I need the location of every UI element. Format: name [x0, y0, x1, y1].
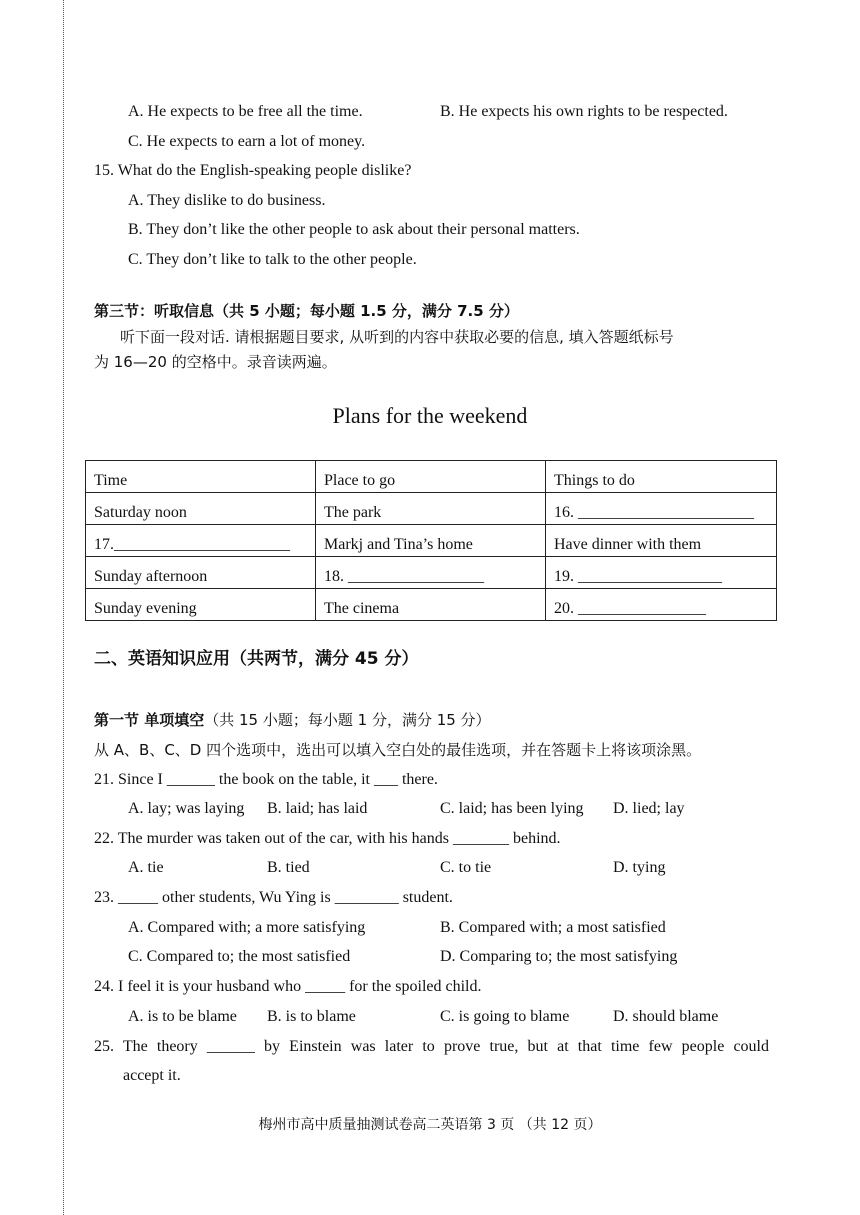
q21-option-b: B. laid; has laid: [267, 800, 368, 817]
q21-option-a: A. lay; was laying: [128, 800, 245, 817]
section1-note: （共 15 小题；每小题 1 分，满分 15 分）: [204, 711, 491, 729]
q14-option-b: B. He expects his own rights to be respected.: [440, 103, 728, 120]
page-footer: 梅州市高中质量抽测试卷高二英语第 3 页 （共 12 页）: [258, 1117, 602, 1133]
q21-option-d: D. lied; lay: [613, 800, 685, 817]
q24-option-b: B. is to blame: [267, 1008, 356, 1025]
section3-instruction-line1: 听下面一段对话. 请根据题目要求, 从听到的内容中获取必要的信息, 填入答题纸标号: [120, 328, 674, 346]
table-row: [86, 525, 777, 557]
q25-stem-line2: accept it.: [123, 1067, 181, 1084]
header-time: Time: [86, 461, 316, 493]
q14-option-a: A. He expects to be free all the time.: [128, 103, 363, 120]
q24-option-a: A. is to be blame: [128, 1008, 237, 1025]
section1-heading-line: [94, 710, 491, 730]
q21-option-c: C. laid; has been lying: [440, 800, 584, 817]
table-cell: Sunday evening: [86, 589, 316, 621]
table-row: [86, 493, 777, 525]
binding-margin-line: [63, 0, 64, 1215]
q22-option-b: B. tied: [267, 859, 310, 876]
table-title: Plans for the weekend: [332, 403, 528, 428]
section3-heading: 第三节：听取信息（共 5 小题；每小题 1.5 分，满分 7.5 分）: [94, 302, 519, 320]
q23-option-b: B. Compared with; a most satisfied: [440, 919, 666, 936]
table-cell: 20. ________________: [546, 589, 777, 621]
q14-option-c: C. He expects to earn a lot of money.: [128, 133, 366, 150]
table-cell: Markj and Tina’s home: [316, 525, 546, 557]
table-row: [86, 557, 777, 589]
table-row: [86, 589, 777, 621]
table-cell: Sunday afternoon: [86, 557, 316, 589]
q15-option-b: B. They don’t like the other people to ask about their personal matters.: [128, 221, 580, 238]
weekend-plan-table: [85, 460, 777, 621]
table-cell: Saturday noon: [86, 493, 316, 525]
q24-option-c: C. is going to blame: [440, 1008, 570, 1025]
q15-stem: 15. What do the English-speaking people dislike?: [94, 162, 412, 179]
table-cell: The park: [316, 493, 546, 525]
table-cell: 18. _________________: [316, 557, 546, 589]
table-cell: Have dinner with them: [546, 525, 777, 557]
table-header-row: [86, 461, 777, 493]
table-cell: The cinema: [316, 589, 546, 621]
table-cell: 17.______________________: [86, 525, 316, 557]
q22-stem: 22. The murder was taken out of the car, with his hands _______ behind.: [94, 830, 561, 847]
section1-instruction: 从 A、B、C、D 四个选项中，选出可以填入空白处的最佳选项，并在答题卡上将该项涂黑。: [94, 741, 702, 759]
q15-option-a: A. They dislike to do business.: [128, 192, 326, 209]
q23-option-a: A. Compared with; a more satisfying: [128, 919, 366, 936]
q23-option-c: C. Compared to; the most satisfied: [128, 948, 351, 965]
table-cell: 19. __________________: [546, 557, 777, 589]
q24-option-d: D. should blame: [613, 1008, 719, 1025]
q23-option-d: D. Comparing to; the most satisfying: [440, 948, 678, 965]
header-things: Things to do: [546, 461, 777, 493]
table-cell: 16. ______________________: [546, 493, 777, 525]
q21-stem: 21. Since I ______ the book on the table, it ___ there.: [94, 771, 438, 788]
header-place: Place to go: [316, 461, 546, 493]
section1-heading: 第一节 单项填空: [94, 711, 205, 729]
q22-option-d: D. tying: [613, 859, 666, 876]
q22-option-c: C. to tie: [440, 859, 492, 876]
q23-stem: 23. _____ other students, Wu Ying is ________ student.: [94, 889, 453, 906]
q15-option-c: C. They don’t like to talk to the other people.: [128, 251, 417, 268]
section3-instruction-line2: 为 16—20 的空格中。录音读两遍。: [94, 353, 337, 371]
q22-option-a: A. tie: [128, 859, 164, 876]
part2-heading: 二、英语知识应用（共两节，满分 45 分）: [94, 649, 419, 669]
q24-stem: 24. I feel it is your husband who _____ for the spoiled child.: [94, 978, 482, 995]
q25-stem-line1: 25. The theory ______ by Einstein was later to prove true, but at that time few people could: [94, 1038, 769, 1055]
